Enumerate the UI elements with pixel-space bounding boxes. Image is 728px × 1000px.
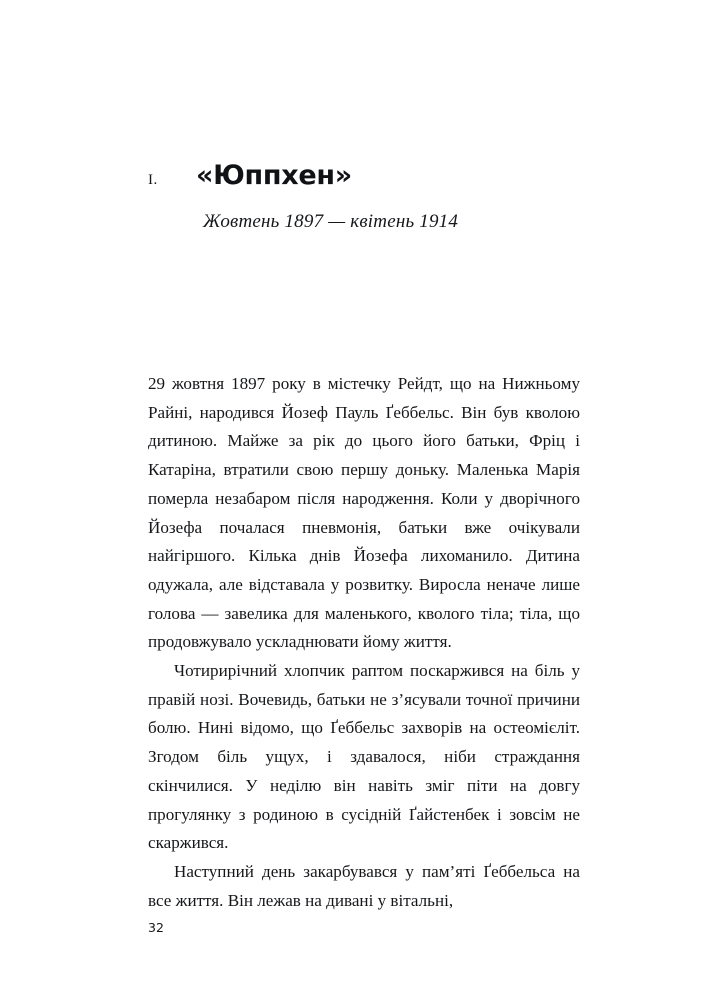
chapter-number: I.: [148, 172, 158, 188]
paragraph: Чотирирічний хлопчик раптом поскаржився на біль у правій нозі. Вочевидь, батьки не з’ясували точної причини болю. Нині відомо, що Ґеббельс захворів на остеомієліт. Згодом біль ущух, і здавалося, ніби страждання скінчилися. У неділю він навіть зміг піти на довгу прогулянку з родиною в сусідній Ґайстенбек і зовсім не скаржився.: [148, 661, 580, 853]
paragraph: 29 жовтня 1897 року в містечку Рейдт, що на Нижньому Райні, народився Йозеф Пауль Ґеббельс. Він був кволою дитиною. Майже за рік до цього його батьки, Фріц і Катаріна, втратили свою першу доньку. Маленька Марія померла незабаром після народження. Коли у дворічного Йозефа почалася пневмонія, батьки вже очікували найгіршого. Кілька днів Йозефа лихоманило. Дитина одужала, але відставала у розвитку. Виросла неначе лише голова — завелика для маленького, кволого тіла; тіла, що продовжувало ускладнювати йому життя.: [148, 374, 580, 652]
body-text: [148, 370, 580, 915]
page-number: 32: [148, 920, 164, 935]
chapter-title: «Юппхен»: [196, 160, 352, 191]
chapter-title-line: [148, 160, 588, 191]
chapter-header: [148, 160, 588, 233]
chapter-subtitle: Жовтень 1897 — квітень 1914: [203, 211, 459, 232]
paragraph: Наступний день закарбувався у пам’яті Ґеббельса на все життя. Він лежав на дивані у вітальні,: [148, 861, 580, 910]
